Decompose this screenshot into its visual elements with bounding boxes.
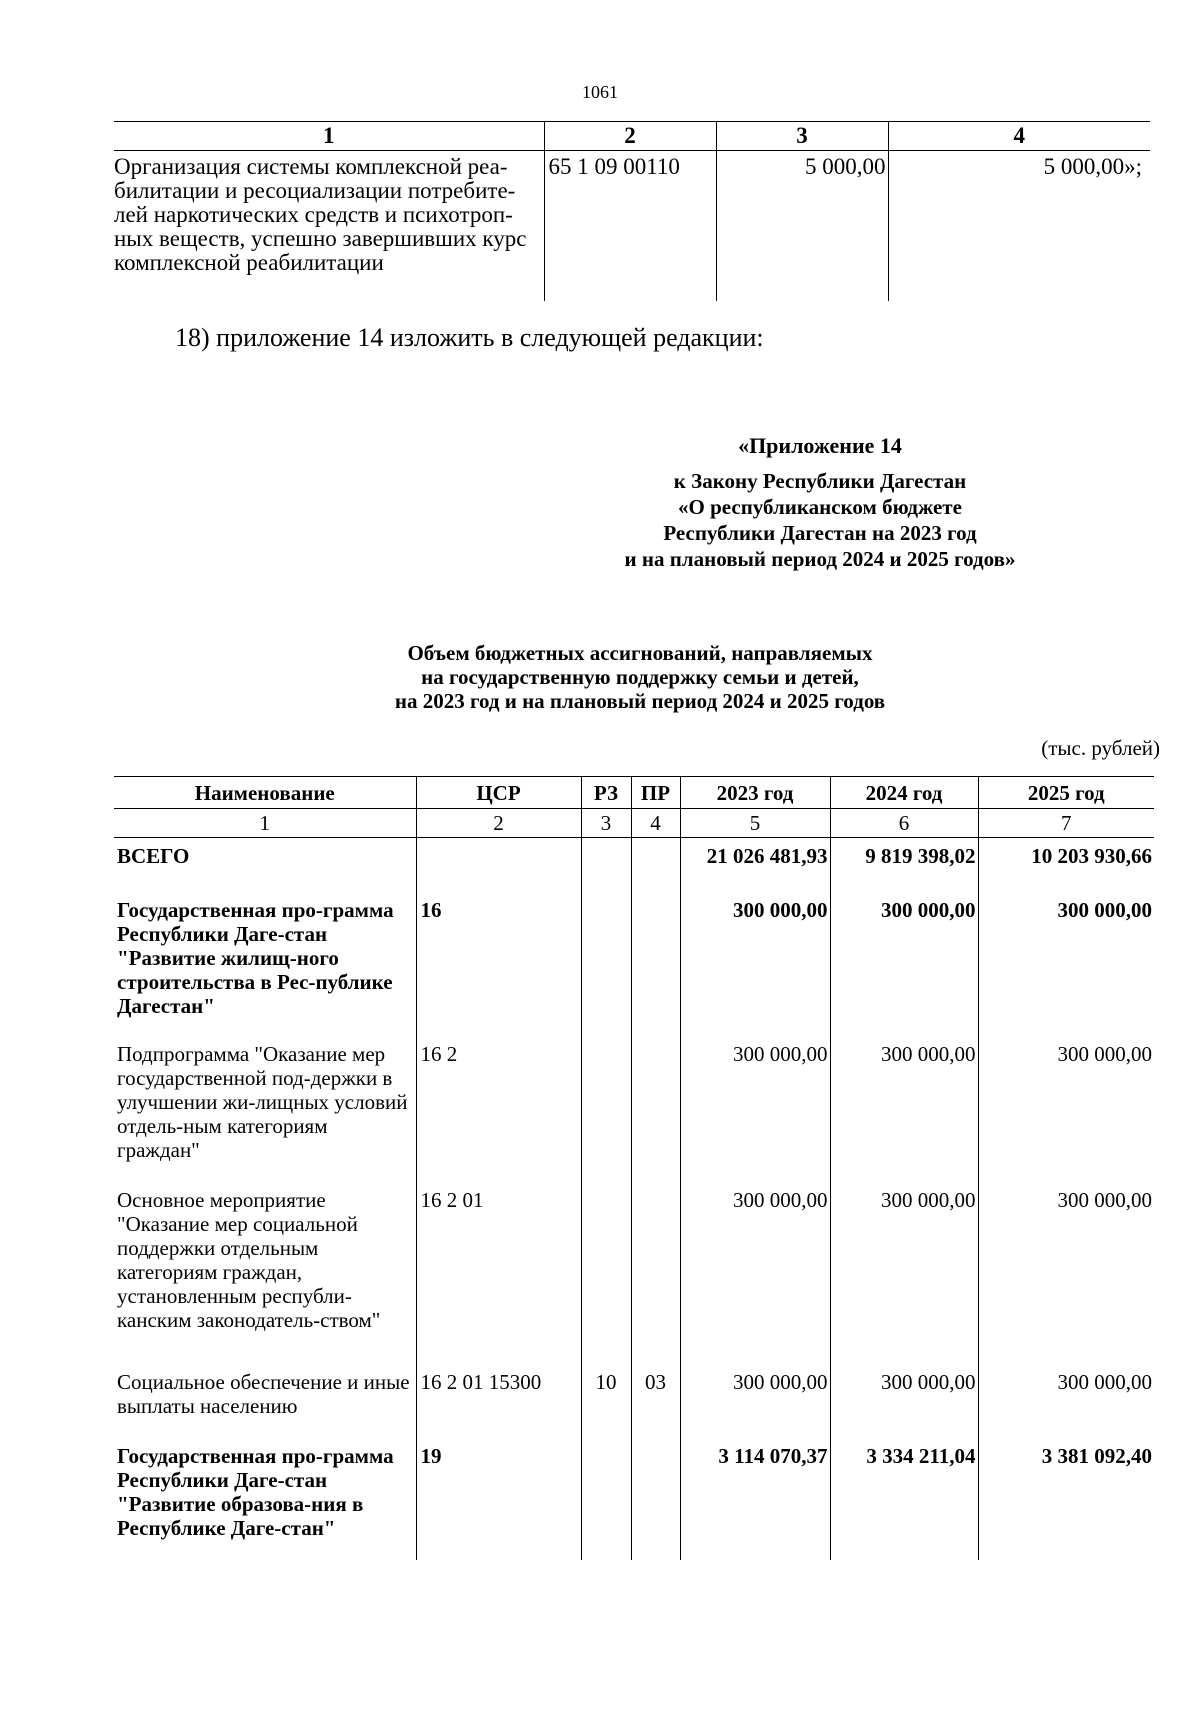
table-row xyxy=(114,1418,1154,1560)
row-csr: 16 2 01 15300 xyxy=(416,1338,581,1418)
row-value-2025: 300 000,00 xyxy=(978,882,1154,1022)
row-csr: 65 1 09 00110 xyxy=(544,151,716,302)
row-csr: 16 2 xyxy=(416,1022,581,1162)
row-value-2025: 300 000,00 xyxy=(978,1338,1154,1418)
column-number: 2 xyxy=(416,809,581,838)
row-rz xyxy=(581,1162,631,1338)
row-name: Подпрограмма "Оказание мер государственной под-держки в улучшении жи-лищных условий отдель-ным категориям граждан" xyxy=(117,1042,408,1162)
column-header: 3 xyxy=(716,122,888,151)
row-rz: 10 xyxy=(581,1338,631,1418)
amendment-paragraph: 18) приложение 14 изложить в следующей редакции: xyxy=(175,323,764,352)
row-csr: 19 xyxy=(416,1418,581,1560)
row-name: ВСЕГО xyxy=(117,844,190,868)
row-name: Организация системы комплексной реа-билитации и ресоциализации потребите-лей наркотических средств и психотроп-ных веществ, успешно завершивших курс комплексной реабилитации xyxy=(114,154,527,275)
row-value-2023: 300 000,00 xyxy=(680,882,830,1022)
row-value-2023: 21 026 481,93 xyxy=(680,838,830,883)
row-value: 5 000,00 xyxy=(716,151,888,302)
row-value-2024: 300 000,00 xyxy=(830,1162,978,1338)
appendix-title: «Приложение 14 xyxy=(738,433,902,458)
row-value-2024: 300 000,00 xyxy=(830,1338,978,1418)
document-title xyxy=(280,641,1000,713)
table-row xyxy=(114,1338,1154,1418)
row-name: Социальное обеспечение и иные выплаты населению xyxy=(117,1370,410,1418)
row-name: Государственная про-грамма Республики Даге-стан "Развитие жилищ-ного строительства в Рес-публике Дагестан" xyxy=(117,898,394,1018)
row-rz xyxy=(581,838,631,883)
column-number: 5 xyxy=(680,809,830,838)
budget-table xyxy=(114,776,1154,1560)
row-value-2023: 300 000,00 xyxy=(680,1022,830,1162)
appendix-line: «О республиканском бюджете xyxy=(678,495,962,519)
column-header: ПР xyxy=(631,777,680,809)
column-number: 6 xyxy=(830,809,978,838)
row-value-2025: 10 203 930,66 xyxy=(978,838,1154,883)
row-value-2024: 300 000,00 xyxy=(830,882,978,1022)
column-header: РЗ xyxy=(581,777,631,809)
appendix-line: Республики Дагестан на 2023 год xyxy=(663,521,977,545)
document-title-line: на 2023 год и на плановый период 2024 и 2025 годов xyxy=(394,689,886,713)
column-header: 2023 год xyxy=(680,777,830,809)
row-rz xyxy=(581,882,631,1022)
row-pr xyxy=(631,838,680,883)
column-header: 2025 год xyxy=(978,777,1154,809)
units-label: (тыс. рублей) xyxy=(1041,736,1160,760)
table-row xyxy=(114,838,1154,883)
row-value-2024: 300 000,00 xyxy=(830,1022,978,1162)
column-number: 7 xyxy=(978,809,1154,838)
document-title-line: Объем бюджетных ассигнований, направляемых xyxy=(407,641,873,665)
column-header: 4 xyxy=(888,122,1150,151)
table-row xyxy=(114,1162,1154,1338)
row-name: Государственная про-грамма Республики Даге-стан "Развитие образова-ния в Республике Даге-стан" xyxy=(117,1444,394,1540)
row-pr xyxy=(631,1022,680,1162)
column-number: 3 xyxy=(581,809,631,838)
row-value-2023: 300 000,00 xyxy=(680,1162,830,1338)
table-row xyxy=(114,882,1154,1022)
row-value-2025: 300 000,00 xyxy=(978,1022,1154,1162)
row-rz xyxy=(581,1418,631,1560)
row-value-2024: 3 334 211,04 xyxy=(830,1418,978,1560)
row-csr xyxy=(416,838,581,883)
row-value-2025: 300 000,00 xyxy=(978,1162,1154,1338)
column-header: Наименование xyxy=(114,777,416,809)
row-value-2023: 300 000,00 xyxy=(680,1338,830,1418)
row-rz xyxy=(581,1022,631,1162)
column-header: 2024 год xyxy=(830,777,978,809)
row-pr xyxy=(631,1418,680,1560)
row-value-2023: 3 114 070,37 xyxy=(680,1418,830,1560)
row-name: Основное мероприятие "Оказание мер социальной поддержки отдельным категориям граждан, установленным республи-канским законодатель-ством" xyxy=(117,1188,381,1332)
table-row xyxy=(114,1022,1154,1162)
column-number: 4 xyxy=(631,809,680,838)
row-value: 5 000,00»; xyxy=(888,151,1150,302)
row-value-2025: 3 381 092,40 xyxy=(978,1418,1154,1560)
continuation-table xyxy=(114,121,1150,301)
document-title-line: на государственную поддержку семьи и детей, xyxy=(421,665,859,689)
page-number: 1061 xyxy=(582,82,618,102)
column-header: 1 xyxy=(114,122,544,151)
row-csr: 16 xyxy=(416,882,581,1022)
column-number: 1 xyxy=(114,809,416,838)
appendix-line: и на плановый период 2024 и 2025 годов» xyxy=(624,547,1016,571)
appendix-line: к Закону Республики Дагестан xyxy=(673,469,967,493)
row-value-2024: 9 819 398,02 xyxy=(830,838,978,883)
row-pr xyxy=(631,882,680,1022)
column-header: 2 xyxy=(544,122,716,151)
row-pr: 03 xyxy=(631,1338,680,1418)
row-csr: 16 2 01 xyxy=(416,1162,581,1338)
row-pr xyxy=(631,1162,680,1338)
column-header: ЦСР xyxy=(416,777,581,809)
